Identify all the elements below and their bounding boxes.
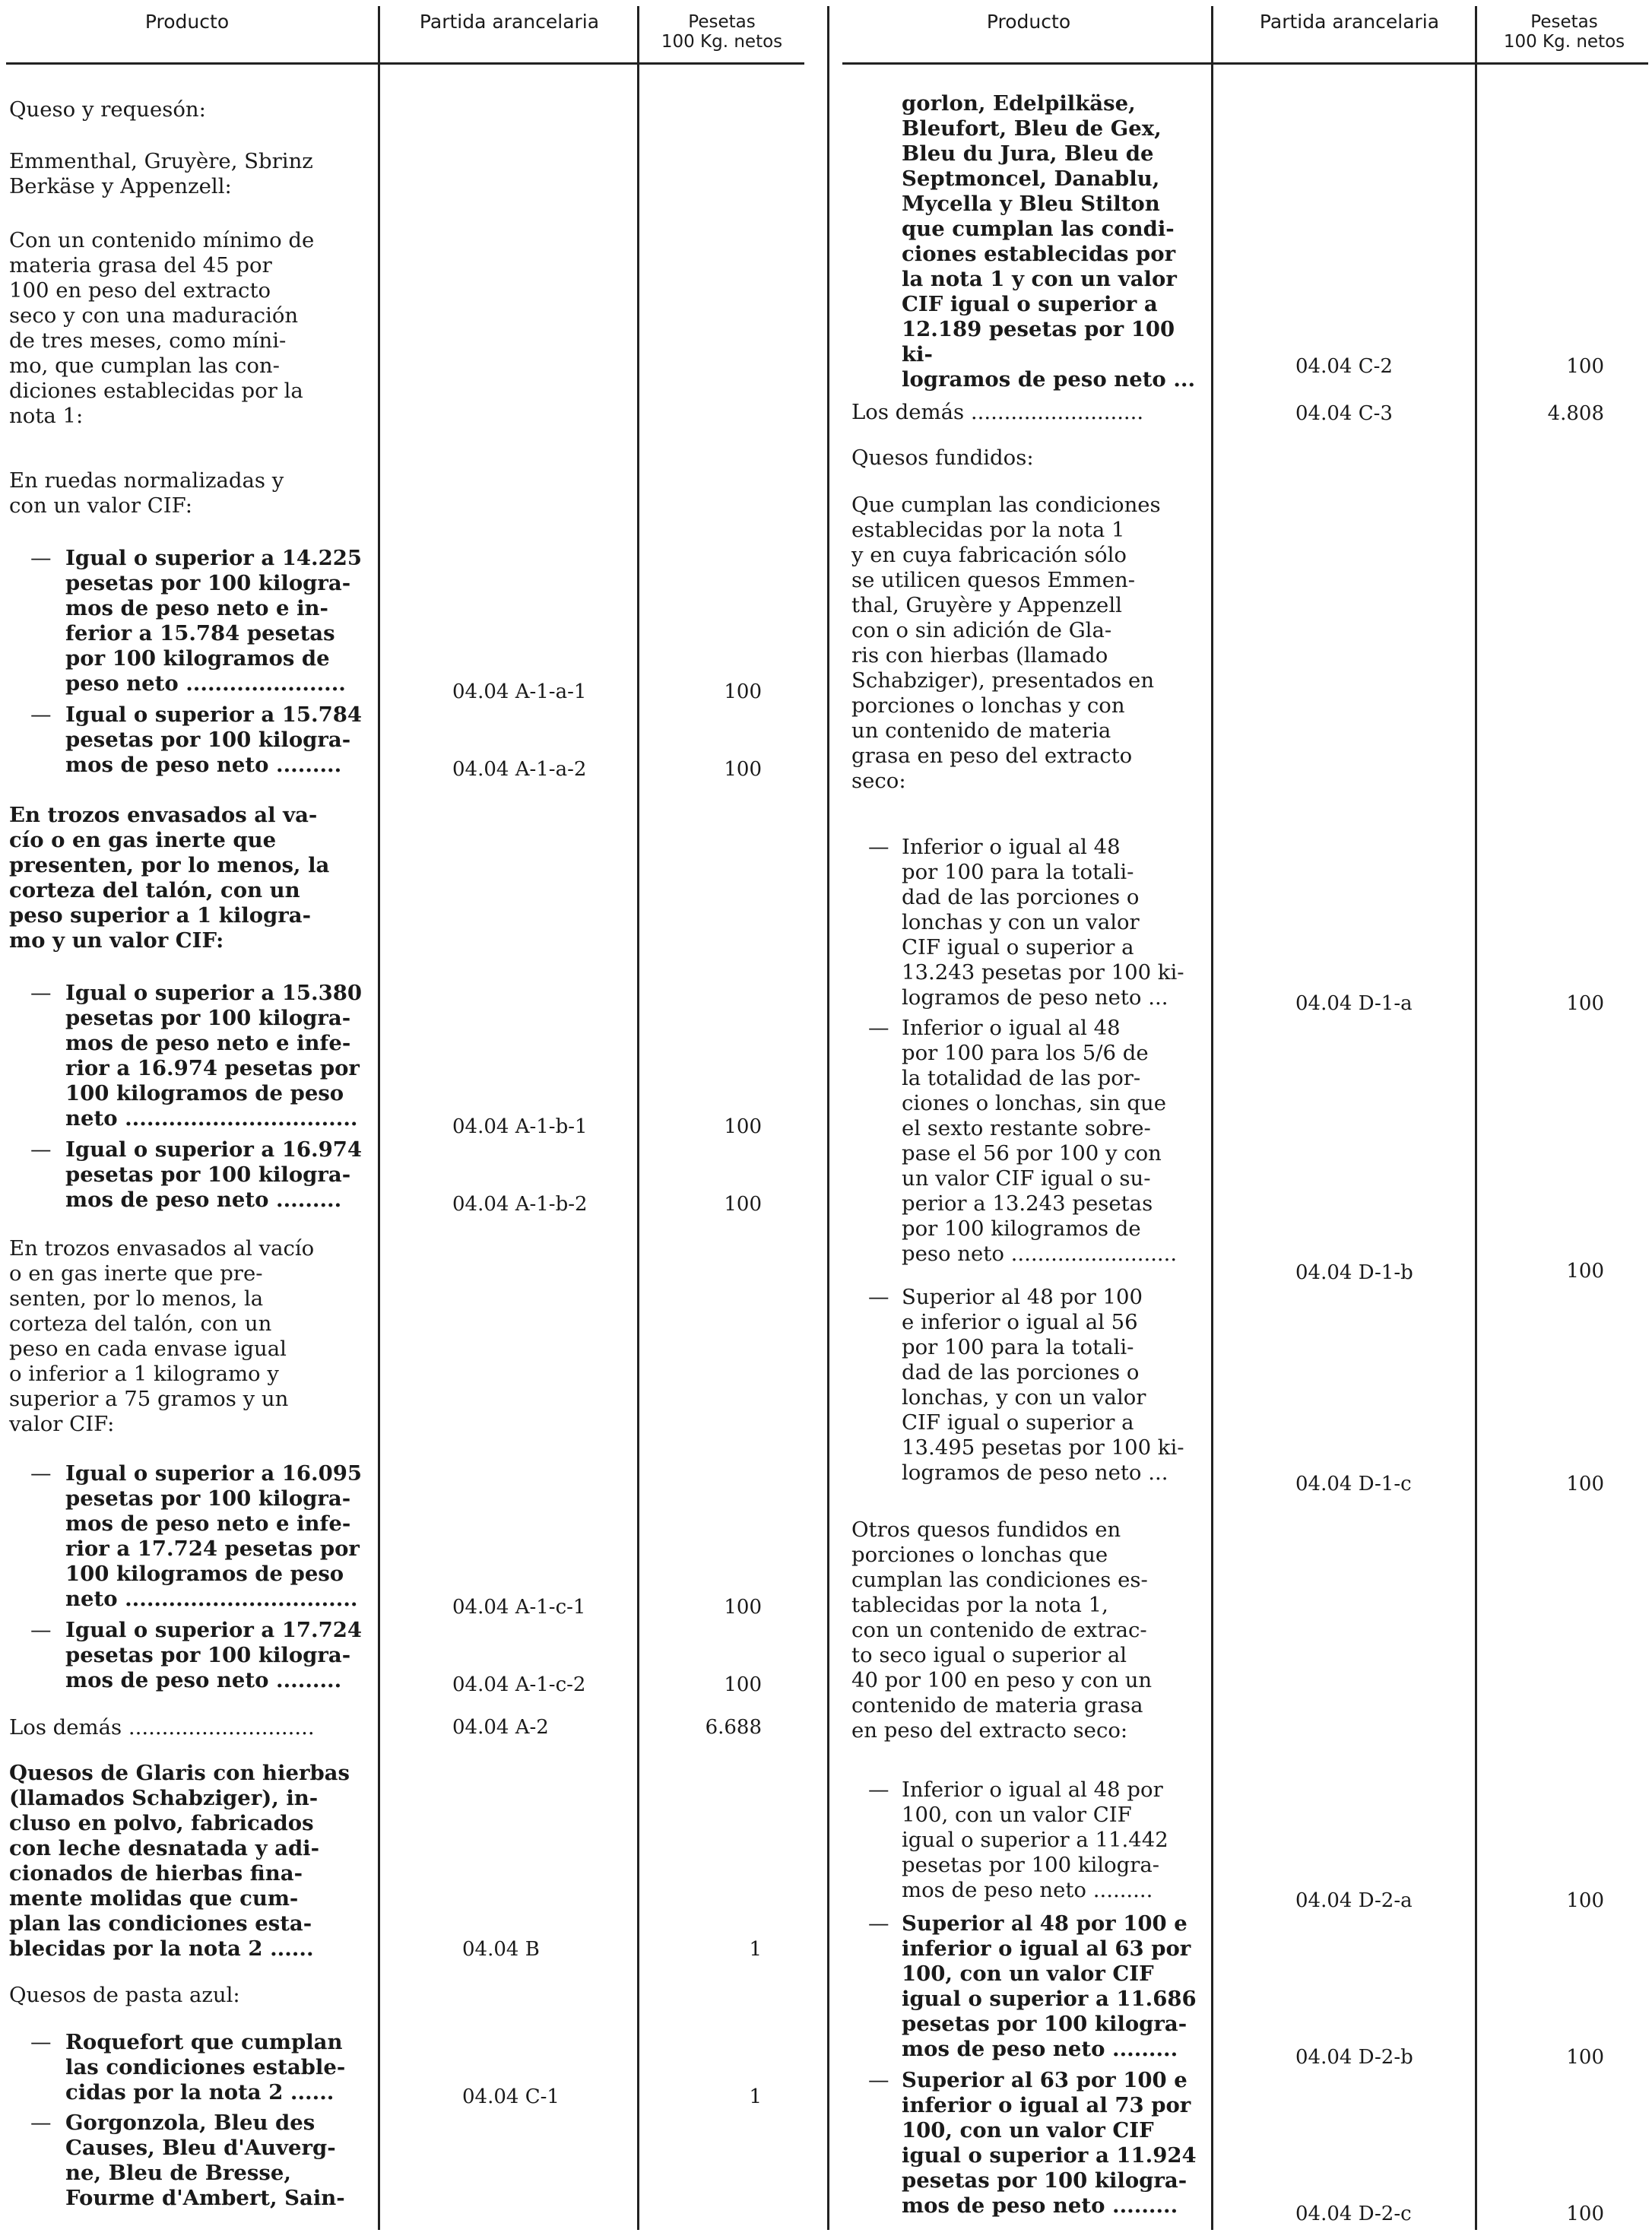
heading-pasta-azul: Quesos de pasta azul: xyxy=(9,1983,240,2007)
column-divider xyxy=(1475,6,1477,2230)
header-producto: Producto xyxy=(986,11,1071,33)
tariff-value: 1 xyxy=(749,2085,762,2108)
bullet-dash: — xyxy=(30,1137,52,1162)
tariff-code: 04.04 C-1 xyxy=(462,2085,560,2108)
list-item: Superior al 48 por 100 e inferior o igual al 63 por 100, con un valor CIF igual o superior a 11.686 pesetas por 100 kilogra- mos de peso neto ......... xyxy=(902,1911,1197,2061)
tariff-value: 100 xyxy=(724,680,762,703)
list-item: Igual o superior a 15.784 pesetas por 100 kilogra- mos de peso neto ......... xyxy=(65,703,363,777)
header-partida: Partida arancelaria xyxy=(419,11,600,33)
tariff-value: 4.808 xyxy=(1547,402,1604,425)
column-divider xyxy=(637,6,639,2230)
tariff-code: 04.04 A-2 xyxy=(452,1716,549,1739)
heading-queso: Queso y requesón: xyxy=(9,97,206,122)
header-producto: Producto xyxy=(144,11,230,33)
bullet-dash: — xyxy=(868,835,889,859)
list-item: Inferior o igual al 48 por 100 para los 5/6 de la totalidad de las por- ciones o lonchas, sin que el sexto restante sobre- pase el 56 por 100 y con un valor CIF igual o su- perior a 13.243 pesetas por 100 kilogramos de peso neto ......................... xyxy=(902,1016,1178,1266)
tariff-value: 100 xyxy=(724,1115,762,1138)
tariff-value: 100 xyxy=(1566,2046,1604,2069)
header-partida: Partida arancelaria xyxy=(1259,11,1440,33)
list-item: Inferior o igual al 48 por 100, con un valor CIF igual o superior a 11.442 pesetas por 100 kilogra- mos de peso neto ......... xyxy=(902,1778,1168,1902)
header-pesetas-line1: Pesetas xyxy=(1530,12,1598,32)
right-column-block xyxy=(842,0,1652,2236)
bullet-dash: — xyxy=(868,1778,889,1802)
tariff-code: 04.04 A-1-c-2 xyxy=(452,1673,586,1696)
condition-text: Que cumplan las condiciones establecidas por la nota 1 y en cuya fabricación sólo se utilicen quesos Emmen- thal, Gruyère y Appenzell con o sin adición de Gla- ris con hierbas (llamado Schabziger), presentados en porciones o lonchas y con un contenido de materia grasa en peso del extracto seco: xyxy=(851,493,1161,793)
header-pesetas xyxy=(1482,12,1646,52)
tariff-code: 04.04 C-3 xyxy=(1295,402,1393,425)
list-item-continued: gorlon, Edelpilkäse, Bleufort, Bleu de Gex, Bleu du Jura, Bleu de Septmoncel, Danablu, Mycella y Bleu Stilton que cumplan las condi- ciones establecidas por la nota 1 y con un valor CIF igual o superior a 12.189 pesetas por 100 ki- logramos de peso neto ... xyxy=(902,91,1196,392)
list-item: Superior al 63 por 100 e inferior o igual al 73 por 100, con un valor CIF igual o superior a 11.924 pesetas por 100 kilogra- mos de peso neto ......... xyxy=(902,2068,1197,2218)
list-item: Igual o superior a 16.974 pesetas por 100 kilogra- mos de peso neto ......... xyxy=(65,1137,363,1212)
tariff-code: 04.04 C-2 xyxy=(1295,355,1393,378)
list-item: Roquefort que cumplan las condiciones estable- cidas por la nota 2 ...... xyxy=(65,2030,346,2104)
bullet-dash: — xyxy=(868,1016,889,1040)
row-los-demas: Los demás ............................ xyxy=(9,1715,315,1740)
bullet-dash: — xyxy=(868,2068,889,2092)
tariff-code: 04.04 A-1-a-2 xyxy=(452,758,587,781)
tariff-value: 100 xyxy=(1566,1473,1604,1495)
row-glaris: Quesos de Glaris con hierbas (llamados Schabziger), in- cluso en polvo, fabricados con leche desnatada y adi- cionados de hierbas fina- mente molidas que cum- plan las condiciones esta- blecidas por la nota 2 ...... xyxy=(9,1761,350,1961)
tariff-value: 100 xyxy=(724,1673,762,1696)
subheading-trozos: En trozos envasados al va- cío o en gas inerte que presenten, por lo menos, la corteza del talón, con un peso superior a 1 kilogra- mo y un valor CIF: xyxy=(9,803,330,953)
column-divider xyxy=(378,6,380,2230)
bullet-dash: — xyxy=(30,1618,52,1642)
tariff-code: 04.04 A-1-b-2 xyxy=(452,1193,588,1216)
header-pesetas-line1: Pesetas xyxy=(688,12,756,32)
list-item: Igual o superior a 17.724 pesetas por 100 kilogra- mos de peso neto ......... xyxy=(65,1618,363,1692)
tariff-value: 100 xyxy=(1566,355,1604,378)
tariff-code: 04.04 A-1-c-1 xyxy=(452,1596,586,1619)
subheading-ruedas: En ruedas normalizadas y con un valor CIF: xyxy=(9,468,284,518)
tariff-code: 04.04 D-1-c xyxy=(1295,1473,1412,1495)
heading-quesos-fundidos: Quesos fundidos: xyxy=(851,446,1034,470)
header-rule xyxy=(6,62,804,65)
subheading-trozos-pequenos: En trozos envasados al vacío o en gas inerte que pre- senten, por lo menos, la corteza del talón, con un peso en cada envase igual o inferior a 1 kilogramo y superior a 75 gramos y un valor CIF: xyxy=(9,1236,315,1436)
list-item: Igual o superior a 14.225 pesetas por 100 kilogra- mos de peso neto e in- ferior a 15.784 pesetas por 100 kilogramos de peso neto ...................... xyxy=(65,546,363,696)
bullet-dash: — xyxy=(30,2030,52,2054)
tariff-value: 100 xyxy=(1566,992,1604,1015)
row-los-demas: Los demás .......................... xyxy=(851,400,1144,424)
bullet-dash: — xyxy=(30,981,52,1005)
tariff-code: 04.04 D-1-a xyxy=(1295,992,1413,1015)
tariff-value: 100 xyxy=(724,758,762,781)
bullet-dash: — xyxy=(868,1911,889,1936)
tariff-value: 100 xyxy=(1566,2203,1604,2225)
list-item: Inferior o igual al 48 por 100 para la totali- dad de las porciones o lonchas y con un valor CIF igual o superior a 13.243 pesetas por 100 ki- logramos de peso neto ... xyxy=(902,835,1184,1010)
bullet-dash: — xyxy=(30,703,52,727)
list-item: Igual o superior a 16.095 pesetas por 100 kilogra- mos de peso neto e infe- rior a 17.724 pesetas por 100 kilogramos de peso neto ................................ xyxy=(65,1461,363,1611)
header-pesetas xyxy=(640,12,804,52)
header-rule xyxy=(842,62,1648,65)
page-center-divider xyxy=(827,6,829,2230)
bullet-dash: — xyxy=(30,2111,52,2135)
bullet-dash: — xyxy=(30,1461,52,1486)
list-item: Superior al 48 por 100 e inferior o igual al 56 por 100 para la totali- dad de las porciones o lonchas, y con un valor CIF igual o superior a 13.495 pesetas por 100 ki- logramos de peso neto ... xyxy=(902,1285,1184,1485)
tariff-value: 100 xyxy=(724,1596,762,1619)
tariff-code: 04.04 D-1-b xyxy=(1295,1261,1413,1284)
header-pesetas-line2: 100 Kg. netos xyxy=(1503,32,1625,52)
tariff-code: 04.04 D-2-b xyxy=(1295,2046,1413,2069)
bullet-dash: — xyxy=(30,546,52,570)
tariff-code: 04.04 A-1-a-1 xyxy=(452,680,587,703)
tariff-value: 100 xyxy=(1566,1260,1604,1283)
tariff-value: 100 xyxy=(1566,1889,1604,1912)
list-item: Gorgonzola, Bleu des Causes, Bleu d'Auverg- ne, Bleu de Bresse, Fourme d'Ambert, Sain- xyxy=(65,2111,345,2210)
tariff-code: 04.04 A-1-b-1 xyxy=(452,1115,588,1138)
tariff-value: 6.688 xyxy=(705,1716,762,1739)
condition-text: Con un contenido mínimo de materia grasa del 45 por 100 en peso del extracto seco y con una maduración de tres meses, como míni- mo, que cumplan las con- diciones establecidas por la nota 1: xyxy=(9,228,315,428)
bullet-dash: — xyxy=(868,1285,889,1309)
list-item: Igual o superior a 15.380 pesetas por 100 kilogra- mos de peso neto e infe- rior a 16.974 pesetas por 100 kilogramos de peso neto ................................ xyxy=(65,981,363,1131)
column-divider xyxy=(1211,6,1213,2230)
tariff-code: 04.04 D-2-a xyxy=(1295,1889,1413,1912)
tariff-value: 1 xyxy=(749,1938,762,1961)
tariff-value: 100 xyxy=(724,1193,762,1216)
tariff-code: 04.04 B xyxy=(462,1938,540,1961)
header-pesetas-line2: 100 Kg. netos xyxy=(661,32,783,52)
heading-emmenthal: Emmenthal, Gruyère, Sbrinz Berkäse y Appenzell: xyxy=(9,149,313,198)
subheading-otros-fundidos: Otros quesos fundidos en porciones o lonchas que cumplan las condiciones es- tablecidas por la nota 1, con un contenido de extrac- to seco igual o superior al 40 por 100 en peso y con un contenido de materia grasa en peso del extracto seco: xyxy=(851,1518,1153,1743)
tariff-code: 04.04 D-2-c xyxy=(1295,2203,1412,2225)
